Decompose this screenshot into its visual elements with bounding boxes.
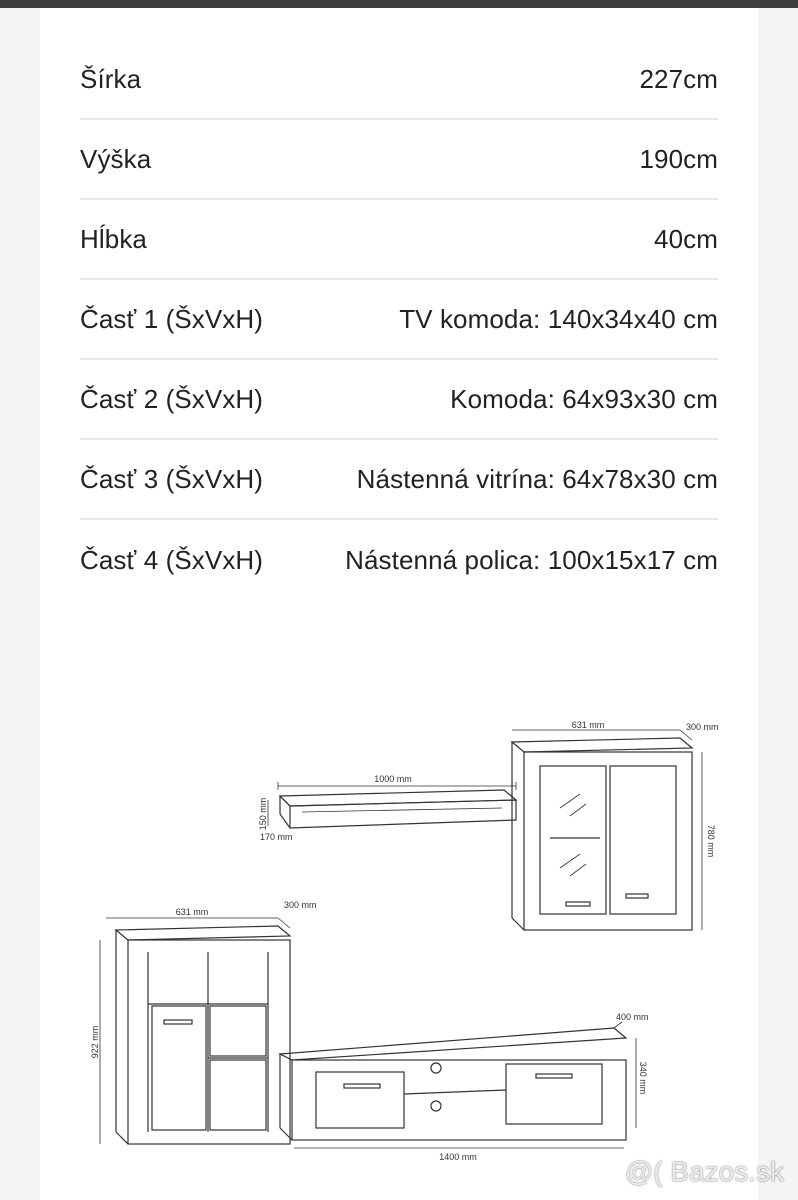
spec-label: Časť 1 (ŠxVxH)	[80, 303, 264, 334]
spec-value: 40cm	[654, 223, 718, 254]
spec-value: 227cm	[639, 63, 718, 94]
tv-height-label: 340 mm	[638, 1061, 648, 1095]
spec-value: TV komoda: 140x34x40 cm	[399, 303, 718, 334]
spec-row	[80, 120, 718, 200]
content-card	[40, 8, 758, 1200]
spec-value: Nástenná vitrína: 64x78x30 cm	[356, 463, 718, 494]
tv-stand-drawing	[280, 1012, 649, 1162]
spec-row	[80, 520, 718, 600]
shelf-height-label: 150 mm	[258, 797, 268, 831]
furniture-diagram	[40, 708, 758, 1168]
spec-label: Časť 4 (ŠxVxH)	[80, 544, 264, 575]
spec-row	[80, 280, 718, 360]
spec-label: Časť 2 (ŠxVxH)	[80, 383, 264, 414]
wall-vitrine-drawing	[512, 720, 719, 930]
vitrine-height-label: 780 mm	[706, 824, 716, 858]
vitrine-depth-label: 300 mm	[686, 722, 719, 732]
furniture-drawing	[40, 708, 758, 1168]
bazos-watermark: @( Bazos.sk	[624, 1156, 784, 1187]
spec-row	[80, 200, 718, 280]
spec-label: Hĺbka	[80, 223, 147, 254]
shelf-width-label: 1000 mm	[374, 774, 412, 784]
wall-shelf-drawing	[258, 774, 516, 842]
cabinet-depth-label: 300 mm	[284, 900, 317, 910]
tv-width-label: 1400 mm	[439, 1152, 477, 1162]
cabinet-width-label: 631 mm	[175, 907, 209, 917]
spec-label: Časť 3 (ŠxVxH)	[80, 463, 264, 494]
tall-cabinet-drawing	[90, 900, 317, 1144]
spec-value: Komoda: 64x93x30 cm	[450, 383, 718, 414]
cabinet-height-label: 922 mm	[90, 1025, 100, 1059]
vitrine-width-label: 631 mm	[571, 720, 605, 730]
tv-depth-label: 400 mm	[616, 1012, 649, 1022]
spec-label: Výška	[80, 143, 152, 174]
shelf-depth-label: 170 mm	[260, 832, 293, 842]
spec-value: Nástenná polica: 100x15x17 cm	[345, 544, 718, 575]
spec-row	[80, 440, 718, 520]
spec-table	[80, 40, 718, 600]
spec-label: Šírka	[80, 63, 142, 94]
spec-value: 190cm	[639, 143, 718, 174]
top-bar	[0, 0, 798, 8]
spec-row	[80, 360, 718, 440]
spec-row	[80, 40, 718, 120]
